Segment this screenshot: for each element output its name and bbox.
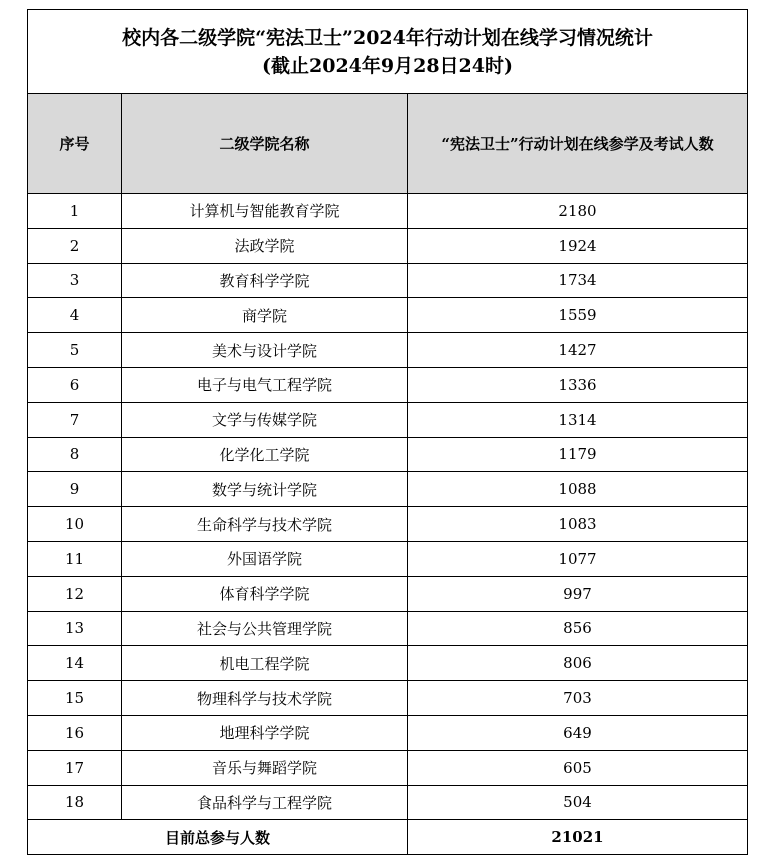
- row-college-name: 机电工程学院: [122, 646, 408, 681]
- table-row: [28, 437, 748, 472]
- row-index: 9: [28, 472, 122, 507]
- row-college-name: 电子与电气工程学院: [122, 367, 408, 402]
- row-college-name: 社会与公共管理学院: [122, 611, 408, 646]
- total-value: 21021: [408, 820, 748, 855]
- table-row: [28, 263, 748, 298]
- table-row: [28, 611, 748, 646]
- row-college-name: 物理科学与技术学院: [122, 681, 408, 716]
- row-index: 12: [28, 576, 122, 611]
- row-count: 1336: [408, 367, 748, 402]
- row-count: 1314: [408, 402, 748, 437]
- row-college-name: 商学院: [122, 298, 408, 333]
- row-index: 16: [28, 715, 122, 750]
- table-row: [28, 646, 748, 681]
- header-count: “宪法卫士”行动计划在线参学及考试人数: [408, 94, 748, 194]
- table-row: [28, 298, 748, 333]
- row-count: 1088: [408, 472, 748, 507]
- table-row: [28, 715, 748, 750]
- table-row: [28, 507, 748, 542]
- table-title: [28, 10, 748, 94]
- row-count: 806: [408, 646, 748, 681]
- row-index: 14: [28, 646, 122, 681]
- row-count: 1077: [408, 541, 748, 576]
- total-label: 目前总参与人数: [28, 820, 408, 855]
- table-row: [28, 333, 748, 368]
- header-row: [28, 94, 748, 194]
- header-college: 二级学院名称: [122, 94, 408, 194]
- row-college-name: 外国语学院: [122, 541, 408, 576]
- row-count: 1083: [408, 507, 748, 542]
- row-index: 11: [28, 541, 122, 576]
- table-row: [28, 402, 748, 437]
- row-college-name: 地理科学学院: [122, 715, 408, 750]
- row-college-name: 文学与传媒学院: [122, 402, 408, 437]
- row-index: 5: [28, 333, 122, 368]
- row-count: 1734: [408, 263, 748, 298]
- row-index: 10: [28, 507, 122, 542]
- row-college-name: 法政学院: [122, 228, 408, 263]
- table-row: [28, 472, 748, 507]
- row-index: 3: [28, 263, 122, 298]
- row-index: 8: [28, 437, 122, 472]
- row-index: 13: [28, 611, 122, 646]
- row-count: 605: [408, 750, 748, 785]
- total-row: [28, 820, 748, 855]
- table-row: [28, 541, 748, 576]
- row-count: 1559: [408, 298, 748, 333]
- title-line-2: (截止2024年9月28日24时): [262, 54, 513, 77]
- row-college-name: 教育科学学院: [122, 263, 408, 298]
- row-count: 1179: [408, 437, 748, 472]
- row-college-name: 体育科学学院: [122, 576, 408, 611]
- row-index: 17: [28, 750, 122, 785]
- title-row: [28, 10, 748, 94]
- row-count: 1924: [408, 228, 748, 263]
- title-line-1: 校内各二级学院“宪法卫士”2024年行动计划在线学习情况统计: [122, 26, 653, 49]
- row-count: 997: [408, 576, 748, 611]
- header-index: 序号: [28, 94, 122, 194]
- row-college-name: 化学化工学院: [122, 437, 408, 472]
- row-college-name: 生命科学与技术学院: [122, 507, 408, 542]
- table-row: [28, 681, 748, 716]
- row-index: 6: [28, 367, 122, 402]
- row-college-name: 美术与设计学院: [122, 333, 408, 368]
- row-college-name: 数学与统计学院: [122, 472, 408, 507]
- row-index: 4: [28, 298, 122, 333]
- row-college-name: 计算机与智能教育学院: [122, 194, 408, 229]
- table-row: [28, 576, 748, 611]
- table-row: [28, 785, 748, 820]
- row-index: 1: [28, 194, 122, 229]
- table-row: [28, 194, 748, 229]
- row-count: 1427: [408, 333, 748, 368]
- table-row: [28, 367, 748, 402]
- table-row: [28, 750, 748, 785]
- row-count: 504: [408, 785, 748, 820]
- row-index: 15: [28, 681, 122, 716]
- row-count: 2180: [408, 194, 748, 229]
- row-count: 649: [408, 715, 748, 750]
- row-count: 856: [408, 611, 748, 646]
- statistics-table: [27, 9, 748, 855]
- row-college-name: 音乐与舞蹈学院: [122, 750, 408, 785]
- table-row: [28, 228, 748, 263]
- row-index: 2: [28, 228, 122, 263]
- row-college-name: 食品科学与工程学院: [122, 785, 408, 820]
- row-count: 703: [408, 681, 748, 716]
- row-index: 18: [28, 785, 122, 820]
- row-index: 7: [28, 402, 122, 437]
